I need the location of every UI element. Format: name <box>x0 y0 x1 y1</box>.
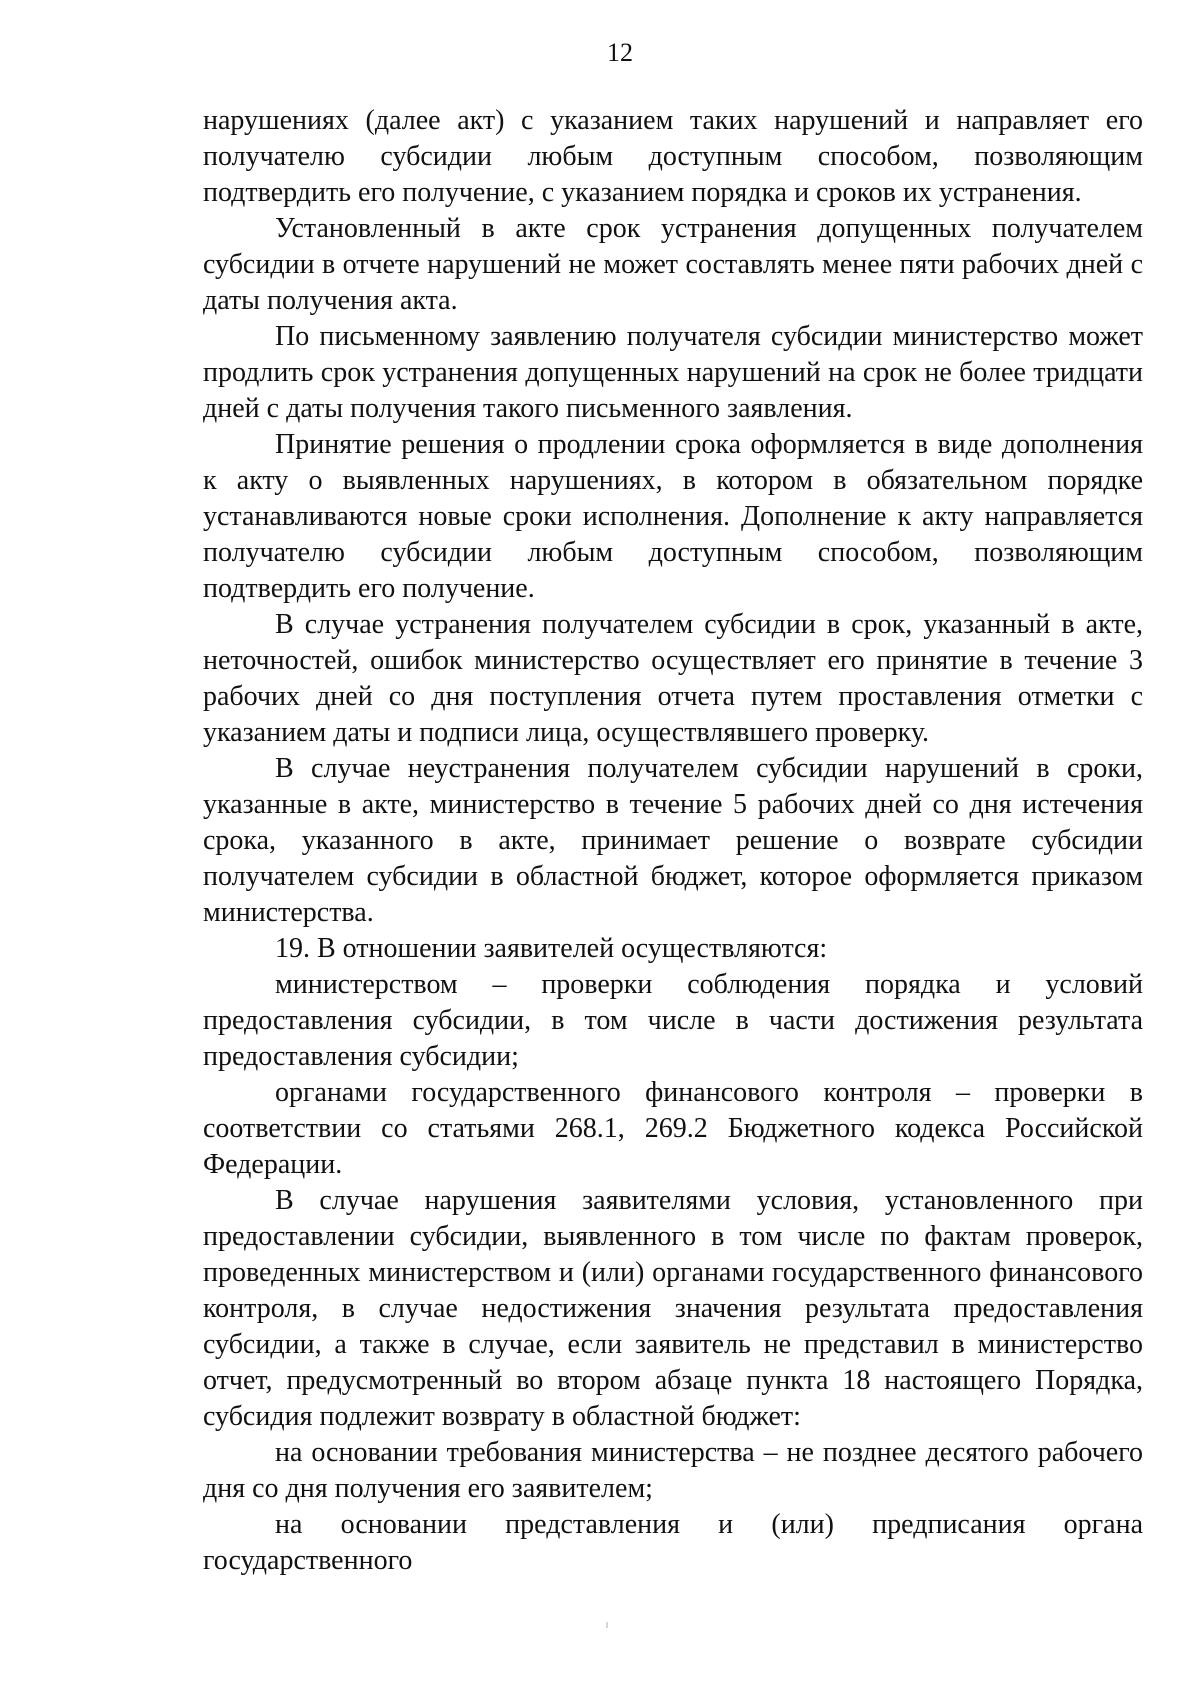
paragraph-continuation: нарушениях (далее акт) с указанием таких нарушений и направляет его получателю субсидии любым доступным способом, позволяющим подтвердить его получение, с указанием порядка и сроков их устранения. <box>203 105 1143 208</box>
paragraph-clause-19: 19. В отношении заявителей осуществляются: <box>275 933 828 964</box>
paragraph-deadline-term: Установленный в акте срок устранения допущенных получателем субсидии в отчете нарушений не может составлять менее пяти рабочих дней с даты получения акта. <box>203 213 1143 316</box>
paragraph-refund-conditions: В случае нарушения заявителями условия, установленного при предоставлении субсидии, выявленного в том числе по фактам проверок, проведенных министерством и (или) органами государственного финансового контроля, в случае недостижения значения результата предоставления субсидии, а также в случае, если заявитель не представил в министерство отчет, предусмотренный во втором абзаце пункта 18 настоящего Порядка, субсидия подлежит возврату в областной бюджет: <box>203 1185 1143 1432</box>
paragraph-extension-request: По письменному заявлению получателя субсидии министерство может продлить срок устранения допущенных нарушений на срок не более тридцати дней с даты получения такого письменного заявления. <box>203 321 1143 424</box>
paragraph-control-body-order: на основании представления и (или) предписания органа государственного <box>203 1509 1143 1576</box>
paragraph-extension-decision: Принятие решения о продлении срока оформляется в виде дополнения к акту о выявленных нарушениях, в котором в обязательном порядке устанавливаются новые сроки исполнения. Дополнение к акту направляется получателю субсидии любым доступным способом, позволяющим подтвердить его получение. <box>203 429 1143 604</box>
document-body <box>203 103 1143 1579</box>
page-number: 12 <box>607 38 633 67</box>
paragraph-financial-control-checks: органами государственного финансового контроля – проверки в соответствии со статьями 268.1, 269.2 Бюджетного кодекса Российской Федерации. <box>203 1077 1143 1180</box>
paragraph-refund-decision: В случае неустранения получателем субсидии нарушений в сроки, указанные в акте, министерство в течение 5 рабочих дней со дня истечения срока, указанного в акте, принимает решение о возврате субсидии получателем субсидии в областной бюджет, которое оформляется приказом министерства. <box>203 753 1143 928</box>
paragraph-correction-accepted: В случае устранения получателем субсидии в срок, указанный в акте, неточностей, ошибок министерство осуществляет его принятие в течение 3 рабочих дней со дня поступления отчета путем проставления отметки с указанием даты и подписи лица, осуществлявшего проверку. <box>203 609 1143 748</box>
paragraph-ministry-checks: министерством – проверки соблюдения порядка и условий предоставления субсидии, в том числе в части достижения результата предоставления субсидии; <box>203 969 1143 1072</box>
paragraph-ministry-requirement: на основании требования министерства – не позднее десятого рабочего дня со дня получения его заявителем; <box>203 1437 1143 1504</box>
scan-artifact <box>606 1622 608 1628</box>
